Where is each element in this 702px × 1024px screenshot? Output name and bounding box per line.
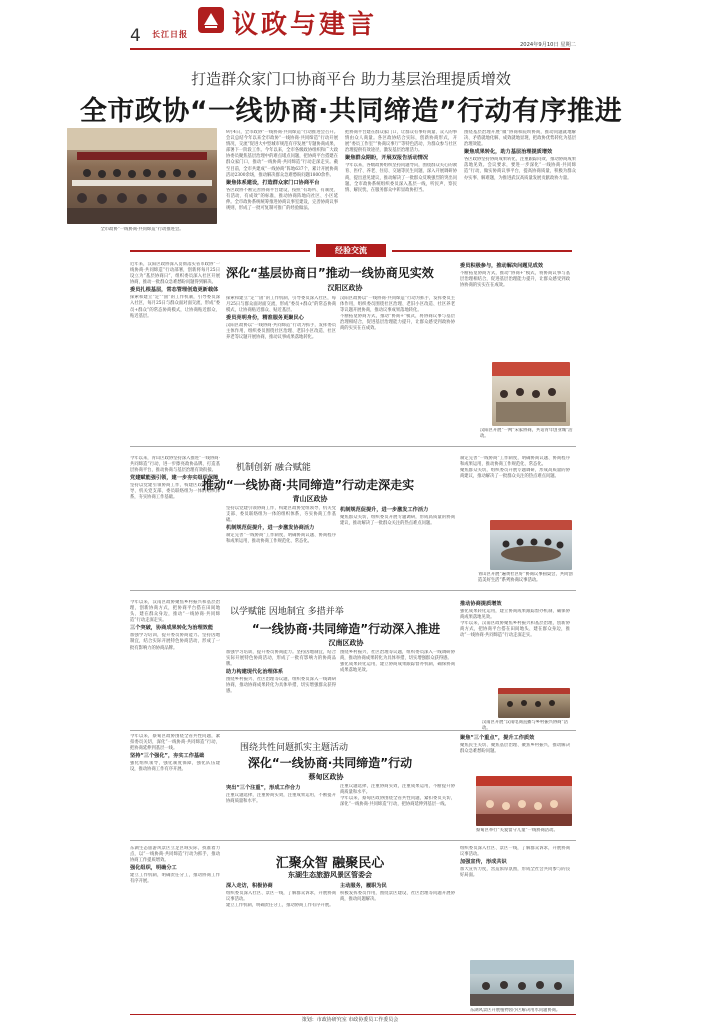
article-hanyang-photo-caption: 汉阳区开展“一网”宋家协商，共话青年创业城”活动。	[480, 428, 573, 439]
article-donghu-photo-caption: 东湖风景区开展植物园小区解决用水问题协商。	[470, 1008, 561, 1013]
article-caidian-col-right: 聚焦“三个重点”，提升工作质效 聚焦民生关切、聚焦基层治理、聚焦乡村振兴，推动解决群众急难愁盼问题。	[460, 735, 570, 755]
article-qingshan-col-mid2: 机制规范促提升，进一步激发工作活力 聚焦群众关切，组织委员开展专题调研，形成高质量的协商建议，推动解决了一批群众关注的热点难点问题。	[340, 507, 455, 527]
article-donghu-kicker: 汇聚众智 融聚民心	[275, 856, 385, 871]
article-qingshan-col-left: 今年以来，青山区政协坚持深入推进“一线协商·共同缔造”行动，进一步擦亮政协品牌，打造基层协商平台，推动协商与基层治理有效衔接。 党建赋能强引领，建一步夯实组织保障 坚持以党建引领协商工作，构建区政协党组领导、机关党支部、委员联络组为一体的组织体系，夯实协商工作基础。	[130, 456, 220, 501]
section-title: 议政与建言	[232, 10, 378, 40]
lead-paragraph: 把协商平台建在群众家门口，让群众有事好商量、众人的事情由众人商量。各区政协结合实际，创新协商形式，开展“委员工作室”“协商议事厅”等特色活动，为群众参与社区治理提供有效途径，激发基层治理活力。	[345, 130, 457, 154]
article-hannan-byline: 汉南区政协	[328, 639, 364, 647]
article-hannan-col-left: 今年以来，汉南区政协聚焦乡村振兴和基层治理，创新协商方式，把协商平台搭在田间地头、建在群众身边，推动“一线协商·共同缔造”行动走深走实。 三个突破，协商成果转化为治理效能 加强学习培训，提升委员协商能力。坚持因地制宜，结合实际开展特色协商活动，形成了一批有影响力的协商品牌。	[130, 600, 220, 651]
lead-photo	[67, 128, 217, 224]
article-qingshan-col-right: 制定完善“一线协商”工作制度，明确协商议题、协商程序和成果运用，推动协商工作规范化、常态化。 聚焦群众关切，组织委员开展专题调研，形成高质量的协商建议，推动解决了一批群众关注的热点难点问题。	[460, 456, 570, 480]
article-hannan-title: “一线协商·共同缔造”行动深入推进	[251, 622, 441, 636]
lead-subheading: 聚焦群众期盼，开展双报告活动情况	[345, 155, 429, 162]
section-logo-icon	[196, 5, 226, 35]
paper-logo: 长江日报	[152, 29, 188, 39]
lead-subheading: 聚焦成果转化，助力基层治理提质增效	[464, 149, 553, 156]
lead-paragraph: 9月4日，全市政协“一线协商·共同缔造”行动推进会召开。会议总结今年以来全市政协“一线协商·共同缔造”行动开展情况，交流“促进大中型城市规范有序发展”专题协商成果，部署下一阶段工作。今年以来，全市各级政协组织和广大政协委员聚焦基层治理中的难点堵点问题，把协商平台搭建在群众家门口，推动“一线协商·共同缔造”行动走深走实。截至目前，全市共建成“一线协商”阵地637个，累计开展协商活动2300余场，推动解决群众急难愁盼问题1800余件。	[226, 130, 338, 178]
lead-column-3	[464, 130, 576, 238]
article-hannan-photo	[498, 688, 570, 718]
article-qingshan-photo	[490, 520, 572, 570]
article-caidian-col-mid: 突出“三个注重”，形成工作合力 注重议题选择，注重协商实效，注重成果运用，不断提升协商质量和水平。	[226, 785, 336, 805]
lead-column-1	[226, 130, 338, 238]
lead-photo-caption: 全市政协“一线协商·共同缔造”行动推进会。	[100, 227, 184, 232]
article-qingshan-photo-caption: 青山区开展“遍黄社区好”协商议事圆桌会，共同创造美好生活”系列协商议事活动。	[478, 572, 573, 583]
lead-column-2	[345, 130, 457, 238]
masthead	[0, 0, 702, 58]
banner-label: 经验交流	[316, 244, 386, 257]
experience-banner	[0, 244, 702, 258]
article-caidian-byline: 蔡甸区政协	[308, 773, 344, 781]
article-hannan-kicker: 以学赋能 因地制宜 多措并举	[230, 607, 344, 617]
article-donghu-col-mid2: 主动服务，履职为民 积极发挥委员作用，围绕景区建设、社区治理等问题开展协商，推动问题解决。	[340, 883, 455, 903]
article-hanyang-col-right: 委员积极参与，推动解决问题见成效 不断拓宽协商方式，推动“协商+”模式，将协商议事与基层治理相结合，促进基层治理能力提升，让群众感受到政协协商的实实在在成效。	[460, 263, 570, 289]
article-caidian-title: 深化“一线协商·共同缔造”行动	[247, 756, 413, 770]
article-hanyang-col-left: 近年来，汉阳区政协深入贯彻落实省市政协“一线协商·共同缔造”行动部署，创新将每月25日设立为“基层协商日”，组织委员深入社区开展协商，推动一批群众急难愁盼问题得到解决。 委员扎根基层，常态管理创造更新载体 探索和建立“定”“固”的工作机制，引导委员深入社区，每月25日与群众面对面交流，形成“委员+群众”的常态协商模式，让协商贴近群众、贴近基层。	[130, 262, 220, 319]
article-donghu-col-right: 组织委员深入社区、景区一线，了解群众诉求，开展协商议事活动。 加强宣传，形成共识 加大宣传力度，营造浓厚氛围，形成全社会共同参与的良好局面。	[460, 846, 570, 879]
article-caidian-col-left: 今年以来，蔡甸区政协围绕全省共性问题，紧扣委员关切，深化“一线协商·共同缔造”行动，把协商延伸到基层一线。 坚持“三个强化”，夯实工作基础 强化组织领导，强化制度保障，强化队伍建设，推动协商工作有序开展。	[130, 734, 220, 773]
masthead-rule	[130, 48, 570, 50]
lead-title: 全市政协“一线协商·共同缔造”行动有序推进	[79, 96, 623, 127]
lead-paragraph: 各区政协坚持协商成果转化，注重跟踪问效，推动协商成果落地见效。会议要求，要进一步深化“一线协商·共同缔造”行动，做实协商议事平台，提高协商质量，积极为群众办实事、解难题，为推进武汉高质量发展贡献政协力量。	[464, 157, 576, 181]
page-number: 4	[130, 26, 141, 46]
article-hanyang-title: 深化“基层协商日”推动一线协商见实效	[226, 266, 434, 280]
article-hannan-col-mid2: 围绕乡村振兴、社区治理等议题，组织委员深入一线调研协商，推动协商成果转化为具体举措，切实增强群众获得感。 强化成果转化运用，建立协商成果跟踪督办机制，确保协商成果落地见效。	[340, 650, 455, 674]
article-caidian-photo-caption: 蔡甸区举行“关爱留守儿童”一线协商活动。	[476, 828, 558, 833]
lead-kicker: 打造群众家门口协商平台 助力基层治理提质增效	[191, 70, 511, 88]
issue-date: 2024年9月10日 星期二	[520, 42, 576, 48]
article-donghu-col-mid: 深入走访，积极协商 组织委员深入社区、景区一线，了解群众诉求，开展协商议事活动。 建立工作机制，明确责任分工，推动协商工作有序开展。	[226, 883, 336, 909]
article-hanyang-photo	[492, 362, 570, 426]
lead-paragraph: 各区政协不断完善协商平台建设，按照“有场所、有制度、有活动、有成效”的标准，推动协商阵地向社区、小区延伸。全市政协系统统筹推进协商议事室建设，完善协商议事规则，形成了一批可复制可推广的经验做法。	[226, 187, 338, 212]
article-hanyang-col-mid: 探索和建立“定”“固”的工作机制，引导委员深入社区，每月25日与群众面对面交流，形成“委员+群众”的常态协商模式，让协商贴近群众、贴近基层。 委员亮明身份，精准服务更聚民心 汉阳区政协以“一线协商·共同缔造”行动为抓手，发挥委员主体作用，组织委员围绕社区治理、老旧小区改造、社区养老等议题开展协商，推动议事成果落地转化。	[226, 296, 336, 341]
lead-paragraph: 围绕基层治理开展“微”协商和院坝协商，推动问题就地解决、矛盾就地化解、成效就地显现，把政协优势转化为基层治理效能。	[464, 130, 576, 148]
article-donghu-photo	[470, 960, 574, 1006]
article-qingshan-byline: 青山区政协	[292, 495, 328, 503]
article-donghu-col-left: 东湖生态旅游风景区立足区域实际，找准着力点，以“一线协商·共同缔造”行动为抓手，推动协商工作提质增效。 强化组织，明确分工 建立工作机制，明确责任分工，推动协商工作有序开展。	[130, 846, 220, 885]
article-qingshan-title: 推动“一线协商·共同缔造”行动走深走实	[201, 478, 415, 492]
article-qingshan-col-mid: 坚持以党建引领协商工作，构建区政协党组领导、机关党支部、委员联络组为一体的组织体系，夯实协商工作基础。 机制规范促提升，进一步激发协商活力 制定完善“一线协商”工作制度，明确协商议题、协商程序和成果运用，推动协商工作规范化、常态化。	[226, 506, 336, 545]
article-hannan-photo-caption: 汉南区开展“汉南电商直播与乡村振兴协商”活动。	[482, 720, 569, 731]
article-hannan-col-right: 推动协商提质增效 强化成果转化运用，建立协商成果跟踪督办机制，确保协商成果落地见效。 今年以来，汉南区政协聚焦乡村振兴和基层治理，创新协商方式，把协商平台搭在田间地头、建在群众身边，推动“一线协商·共同缔造”行动走深走实。	[460, 601, 570, 639]
article-hanyang-col-mid2: 汉阳区政协以“一线协商·共同缔造”行动为抓手，发挥委员主体作用，组织委员围绕社区治理、老旧小区改造、社区养老等议题开展协商，推动议事成果落地转化。 不断拓宽协商方式，推动“协商+”模式，将协商议事与基层治理相结合，促进基层治理能力提升，让群众感受到政协协商的实实在在成效。	[340, 296, 455, 332]
article-caidian-photo	[476, 776, 572, 826]
article-hannan-col-mid: 加强学习培训，提升委员协商能力。坚持因地制宜，结合实际开展特色协商活动，形成了一批有影响力的协商品牌。 助力构建现代化治理体系 围绕乡村振兴、社区治理等议题，组织委员深入一线调研协商，推动协商成果转化为具体举措，切实增强群众获得感。	[226, 650, 336, 695]
lead-subheading: 聚焦体系建设，打造群众家门口协商平台	[226, 179, 320, 186]
article-caidian-col-mid2: 注重议题选择，注重协商实效，注重成果运用，不断提升协商质量和水平。 今年以来，蔡甸区政协围绕全省共性问题，紧扣委员关切，深化“一线协商·共同缔造”行动，把协商延伸到基层一线。	[340, 784, 455, 808]
footer-credit: 策划：市政协研究室 市政协委员工作委员会	[301, 1017, 399, 1023]
article-hanyang-byline: 汉阳区政协	[327, 284, 363, 292]
lead-paragraph: 今年以来，各级政协组织坚持问题导向，围绕群众关心的教育、医疗、养老、住房、交通等民生问题，深入开展调研协商，提出意见建议，推动解决了一批群众反映强烈的突出问题。全市政协系统组织委员深入基层一线，听民声、察民情、解民忧，在服务群众中彰显政协担当。	[345, 163, 457, 193]
article-qingshan-kicker: 机制创新 融合赋能	[236, 463, 311, 473]
article-donghu-title: 东湖生态旅游风景区管委会	[288, 871, 372, 879]
article-caidian-kicker: 围绕共性问题抓实主题活动	[240, 743, 349, 753]
